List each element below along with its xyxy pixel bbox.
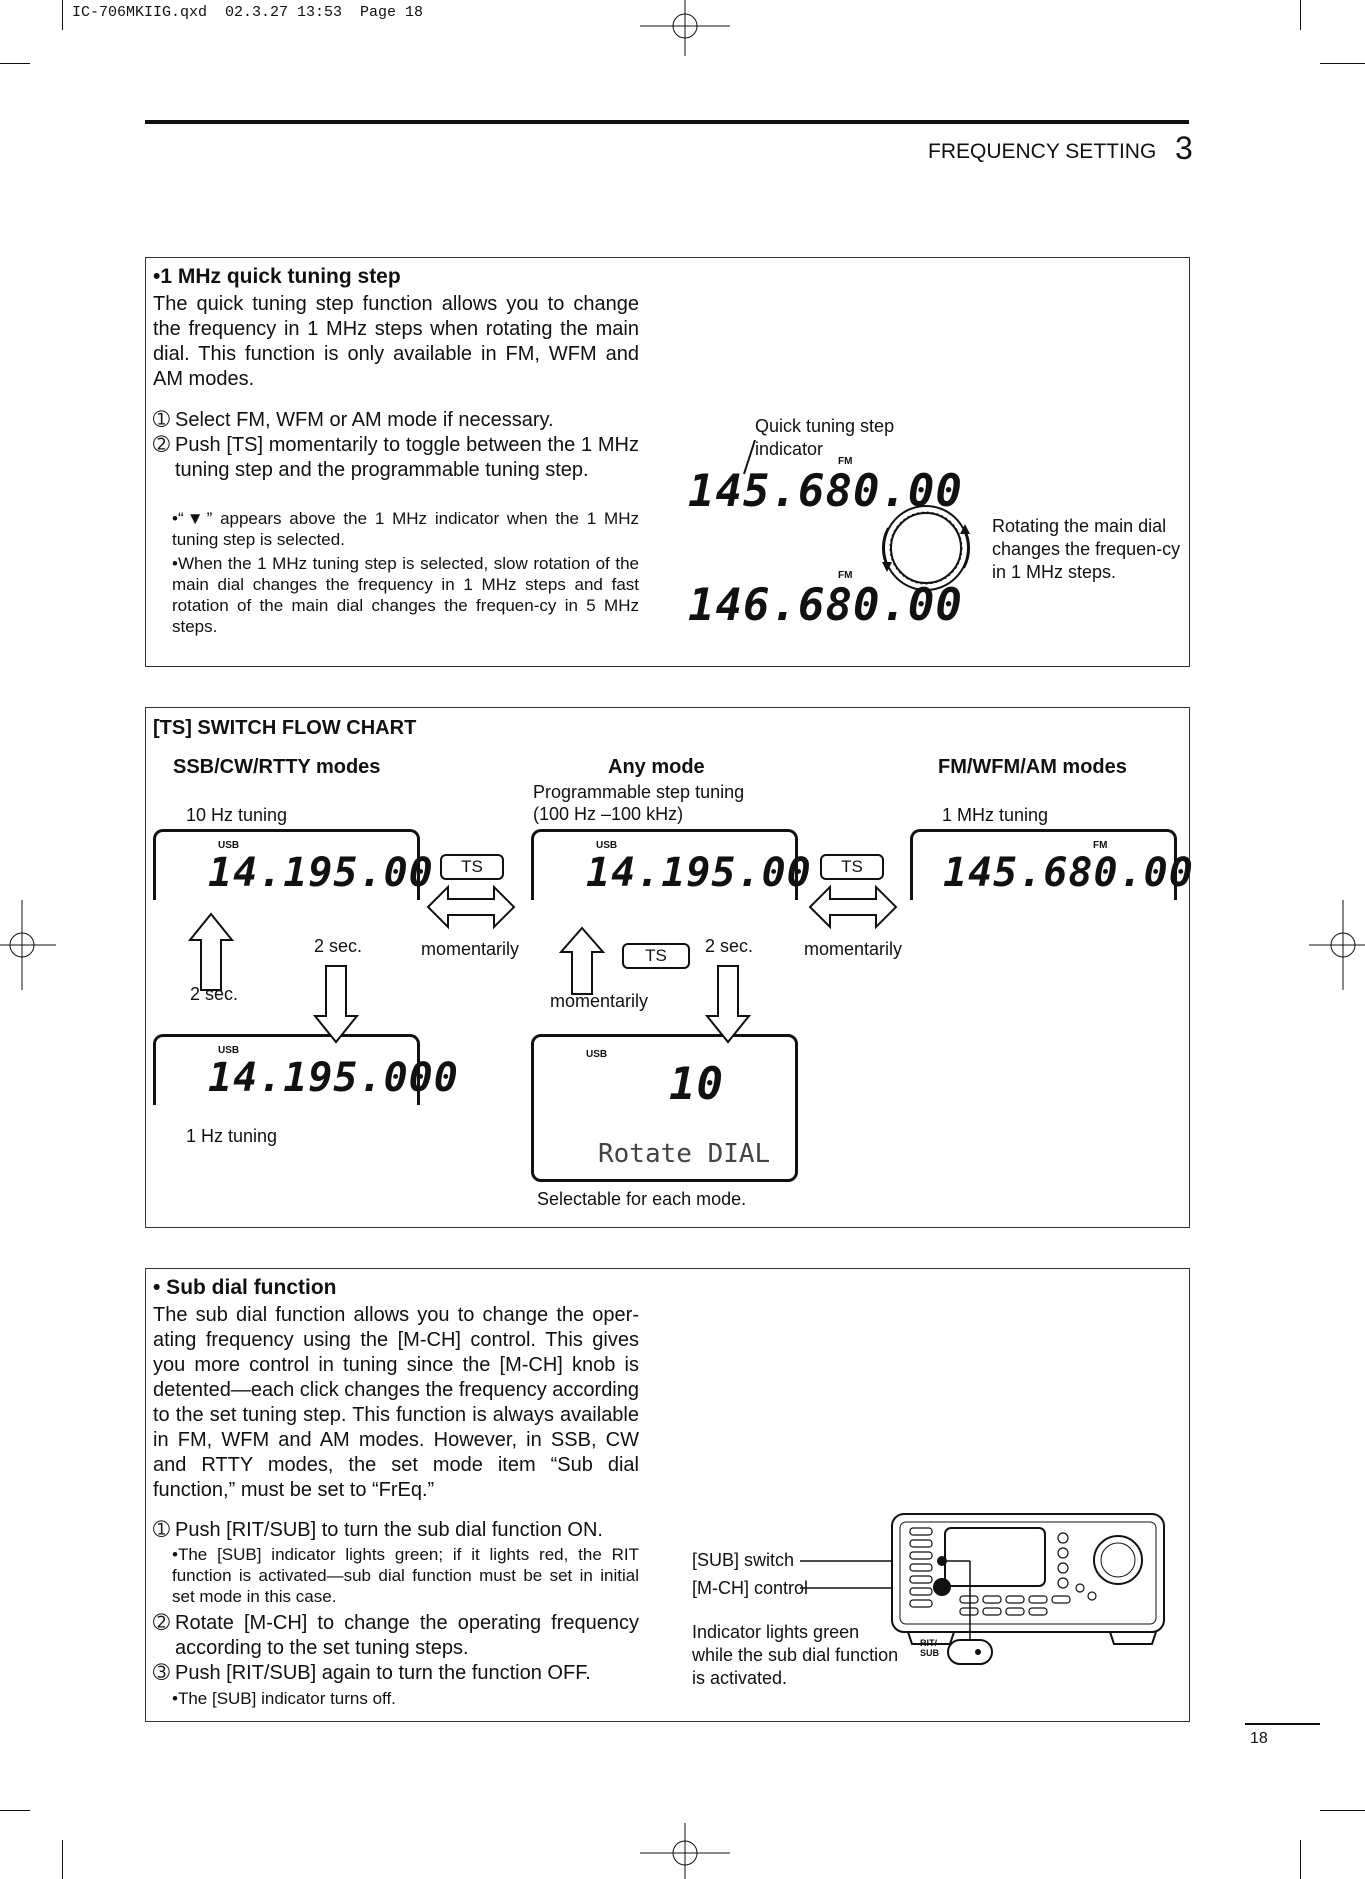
crop-mark <box>62 1840 63 1879</box>
quick-step1-num: ➀ <box>153 409 170 431</box>
double-arrow-2 <box>808 882 898 932</box>
momentarily-1: momentarily <box>421 939 520 959</box>
col-ssb: SSB/CW/RTTY modes <box>173 756 381 778</box>
momentarily-3: momentarily <box>550 991 649 1011</box>
ts-button-2: TS <box>820 854 884 880</box>
registration-mark-top <box>640 0 730 56</box>
rit-sub-button <box>946 1638 996 1666</box>
file-header: IC-706MKIIG.qxd 02.3.27 13:53 Page 18 <box>72 4 424 21</box>
registration-mark-right <box>1309 900 1365 990</box>
lcd-1hz-value: 14.195.000 <box>208 1055 459 1101</box>
lcd-10hz-value: 14.195.00 <box>208 850 434 896</box>
lcd-1hz <box>153 1034 459 1105</box>
registration-mark-left <box>0 900 56 990</box>
arrow-down-any <box>703 964 753 1044</box>
header-rule <box>145 120 1189 124</box>
page-number: 18 <box>1250 1730 1268 1747</box>
rit-sub-label: RIT/ SUB <box>920 1638 940 1658</box>
lcd-step-select <box>531 1034 798 1182</box>
lcd-fm-value: 145.680.00 <box>943 850 1194 896</box>
quick-tuning-heading: •1 MHz quick tuning step <box>153 265 401 288</box>
usb-tag: USB <box>218 1045 240 1056</box>
usb-tag: USB <box>218 840 240 851</box>
crop-mark <box>1300 0 1301 30</box>
crop-mark <box>1320 1810 1365 1811</box>
indicator-label: Quick tuning step indicator <box>755 416 895 459</box>
lcd-prog-value: 14.195.00 <box>586 850 812 896</box>
usb-tag: USB <box>596 840 618 851</box>
label-10hz: 10 Hz tuning <box>186 805 288 825</box>
registration-mark-bottom <box>640 1823 730 1879</box>
label-sub-switch: [SUB] switch <box>692 1550 795 1570</box>
label-prog1: Programmable step tuning <box>533 782 745 802</box>
arrow-up-any <box>557 926 607 996</box>
quick-step2: Push [TS] momentarily to toggle between the 1 MHz tuning step and the programmable tuning step. <box>175 434 639 481</box>
usb-tag: USB <box>586 1049 608 1060</box>
lcd-frequency-before: 145.680.00 <box>688 466 963 517</box>
lcd-step-value: 10 <box>669 1059 724 1110</box>
rotate-dial-text: Rotate DIAL <box>598 1139 771 1169</box>
fm-tag: FM <box>1093 840 1108 851</box>
two-sec-b: 2 sec. <box>314 936 363 956</box>
footer-rule <box>1245 1723 1320 1725</box>
quick-note2: •When the 1 MHz tuning step is selected, slow rotation of the main dial changes the frequency in 1 MHz steps and fast rotation of the main dial changes the frequen-cy in 5 MHz steps. <box>172 554 639 636</box>
crop-mark <box>62 0 63 30</box>
sub-dial-heading: • Sub dial function <box>153 1276 337 1299</box>
momentarily-2: momentarily <box>804 939 903 959</box>
lcd-1mhz <box>910 829 1194 900</box>
crop-mark <box>0 1810 30 1811</box>
crop-mark <box>1320 63 1365 64</box>
section-number: 3 <box>1175 130 1193 166</box>
label-1hz: 1 Hz tuning <box>186 1126 278 1146</box>
quick-tuning-intro: The quick tuning step function allows you to change the frequency in 1 MHz steps when rotating the main dial. This function is only available in FM, WFM and AM modes. <box>153 293 639 390</box>
lcd-frequency-after: 146.680.00 <box>688 580 963 631</box>
col-any: Any mode <box>608 756 705 778</box>
mode-fm-bottom: FM <box>838 570 853 581</box>
crop-mark <box>0 63 30 64</box>
sub-step3: Push [RIT/SUB] again to turn the function OFF. <box>175 1662 591 1684</box>
label-indicator: Indicator lights green while the sub dial function is activated. <box>692 1622 899 1688</box>
label-1mhz: 1 MHz tuning <box>942 805 1049 825</box>
arrow-down-ssb <box>311 964 361 1044</box>
arrow-up-ssb <box>186 912 236 992</box>
col-fm: FM/WFM/AM modes <box>938 756 1127 778</box>
flowchart-title: [TS] SWITCH FLOW CHART <box>153 717 417 739</box>
lcd-programmable <box>531 829 812 900</box>
two-sec-c: 2 sec. <box>705 936 754 956</box>
dial-label: Rotating the main dial changes the frequen-cy in 1 MHz steps. <box>992 516 1181 582</box>
sub-step2: Rotate [M-CH] to change the operating frequency according to the set tuning steps. <box>175 1612 639 1659</box>
two-sec-a: 2 sec. <box>190 984 239 1004</box>
sub-step1-num: ➀ <box>153 1519 170 1541</box>
sub-step1: Push [RIT/SUB] to turn the sub dial function ON. <box>175 1519 603 1541</box>
sub-step2-num: ➁ <box>153 1612 170 1634</box>
label-mch-control: [M-CH] control <box>692 1578 809 1598</box>
quick-step1: Select FM, WFM or AM mode if necessary. <box>175 409 554 431</box>
sub-note2: •The [SUB] indicator turns off. <box>172 1689 396 1708</box>
mode-fm-top: FM <box>838 456 853 467</box>
label-prog2: (100 Hz –100 kHz) <box>533 804 684 824</box>
main-dial-icon <box>876 498 976 598</box>
crop-mark <box>1300 1840 1301 1879</box>
ts-button-1: TS <box>440 854 504 880</box>
transceiver-front-panel <box>800 1508 1170 1658</box>
section-title: FREQUENCY SETTING <box>928 140 1157 163</box>
quick-step2-num: ➁ <box>153 434 170 456</box>
sub-note1: •The [SUB] indicator lights green; if it lights red, the RIT function is activated—sub dial function must be set in initial set mode in this case. <box>172 1545 639 1606</box>
lcd-10hz <box>153 829 434 900</box>
sub-step3-num: ➂ <box>153 1662 170 1684</box>
quick-note1: •“▼” appears above the 1 MHz indicator when the 1 MHz tuning step is selected. <box>172 509 639 549</box>
double-arrow-1 <box>426 882 516 932</box>
sub-dial-intro: The sub dial function allows you to change the oper-ating frequency using the [M-CH] control. This gives you more control in tuning since the [M-CH] knob is detented—each click changes the frequency according to the set tuning step. This function is always available in FM, WFM and AM modes. However, in SSB, CW and RTTY modes, the set mode item “Sub dial function,” must be set to “FrEq.” <box>153 1304 639 1501</box>
label-selectable: Selectable for each mode. <box>537 1189 747 1209</box>
ts-button-3: TS <box>622 943 690 969</box>
